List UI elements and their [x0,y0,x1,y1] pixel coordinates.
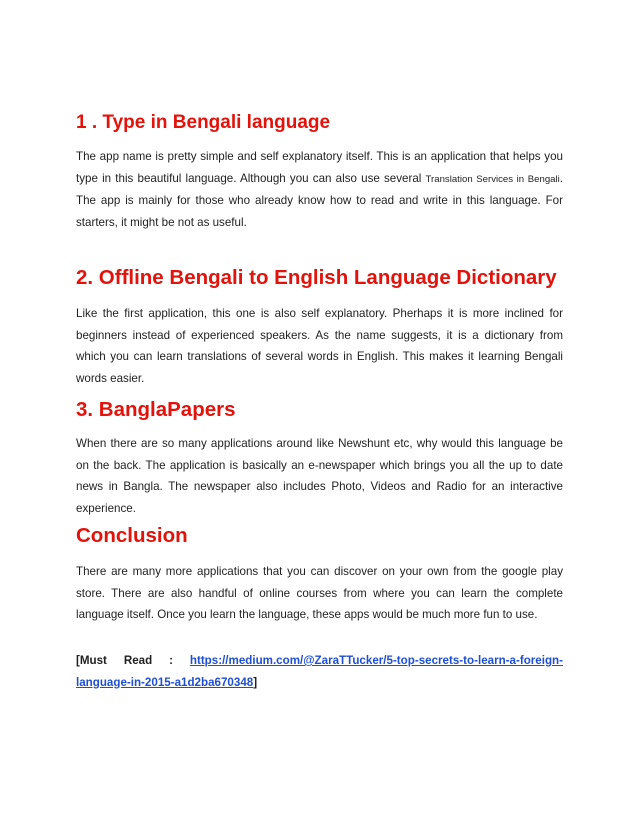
section-heading-conclusion: Conclusion [76,524,188,547]
section-body-offline-dictionary: Like the first application, this one is also self explanatory. Pherhaps it is more inclined for beginners instead of experienced speakers. As the name suggests, it is a dictionary from which you can learn translations of several words in English. This makes it learning Bengali words easier. [76,307,563,385]
section-body-conclusion: There are many more applications that you can discover on your own from the google play store. There are also handful of online courses from where you can learn the complete language itself. Once you learn the language, these apps would be much more fun to use. [76,565,563,622]
must-read-suffix: ] [253,675,258,689]
must-read-link[interactable]: https://medium.com/@ZaraTTucker/5-top-secrets-to-learn-a-foreign-language-in-2015-a1d2ba670348 [76,654,563,689]
section-body-banglapapers: When there are so many applications around like Newshunt etc, why would this language be on the back. The application is basically an e-newspaper which brings you all the up to date news in Bangla. The newspaper also includes Photo, Videos and Radio for an interactive experience. [76,437,563,515]
must-read-note [76,650,563,693]
translation-services-text: Translation Services in Bengali [425,173,560,185]
must-read-prefix: [Must Read : [76,654,190,667]
section-body-type-in-bengali [76,146,563,233]
section-body-text: The app name is pretty simple and self explanatory itself. This is an application that helps you type in this beautiful language. Although you can also use several [76,150,563,185]
section-heading-offline-dictionary: 2. Offline Bengali to English Language Dictionary [76,266,557,289]
section-heading-banglapapers: 3. BanglaPapers [76,398,236,421]
section-heading-type-in-bengali: 1 . Type in Bengali language [76,112,331,133]
section-body-text-continued: . The app is mainly for those who already know how to read and write in this language. For starters, it might be not as useful. [76,171,564,229]
